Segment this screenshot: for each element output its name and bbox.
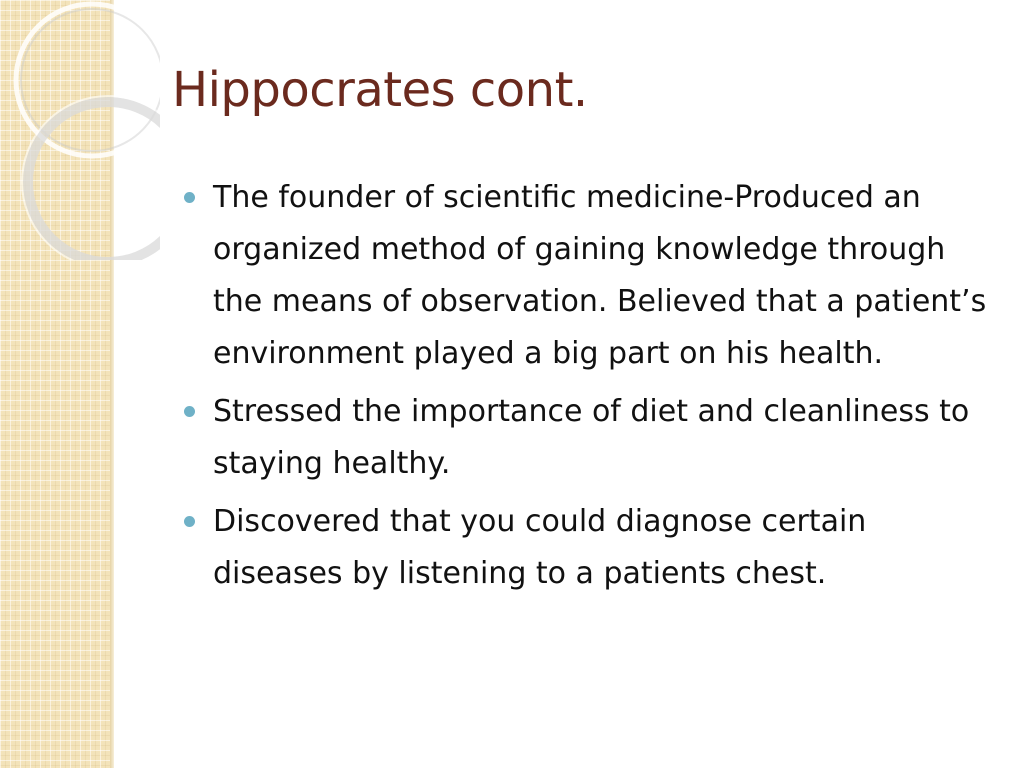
bullet-item	[180, 496, 1000, 600]
bullet-dot-icon	[184, 192, 195, 203]
slide-title: Hippocrates cont.	[172, 62, 588, 118]
bullet-text: The founder of scientific medicine-Produced an organized method of gaining knowledge through the means of observation. Believed that a patient’s environment played a big part on his health.	[213, 180, 987, 371]
decorative-ring-lower	[28, 102, 160, 260]
bullet-item	[180, 172, 1000, 380]
bullet-dot-icon	[184, 406, 195, 417]
bullet-text: Discovered that you could diagnose certain diseases by listening to a patients chest.	[213, 504, 867, 591]
bullet-dot-icon	[184, 516, 195, 527]
decorative-rings	[0, 0, 160, 260]
bullet-item	[180, 386, 1000, 490]
bullet-text: Stressed the importance of diet and cleanliness to staying healthy.	[213, 394, 970, 481]
bullet-list	[180, 172, 1000, 606]
